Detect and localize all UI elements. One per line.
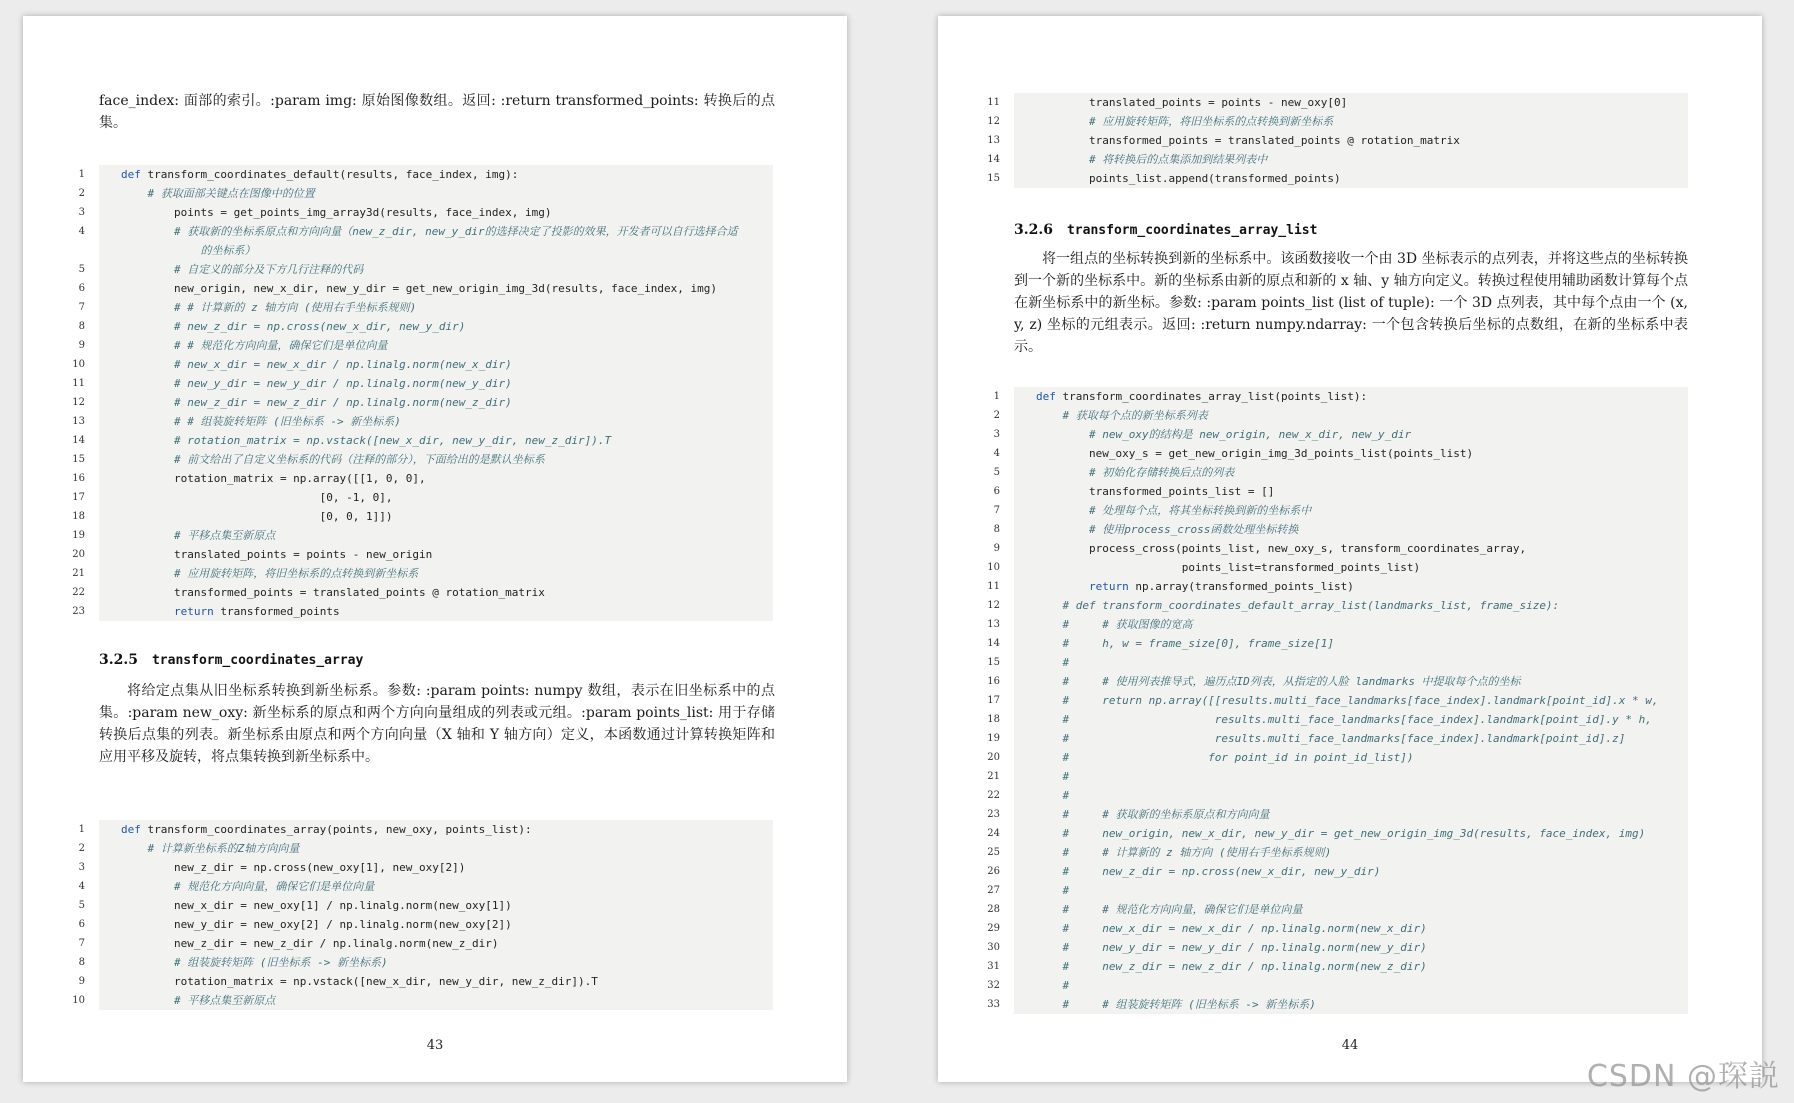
line-number: 4 — [993, 448, 1000, 459]
line-number: 2 — [78, 188, 85, 199]
code-text: return transformed_points — [173, 605, 340, 618]
code-line — [78, 298, 773, 317]
code-text: # 获取每个点的新坐标系列表 — [1036, 409, 1208, 422]
code-line — [987, 615, 1688, 634]
code-text: # new_oxy的结构是 new_origin, new_x_dir, new_y_dir — [1036, 428, 1412, 441]
code-line — [78, 934, 773, 953]
code-block — [72, 820, 773, 1010]
line-number: 8 — [78, 957, 85, 968]
code-line — [987, 957, 1688, 976]
line-number: 10 — [987, 562, 1000, 573]
code-text: [0, 0, 1]]) — [121, 510, 393, 523]
code-line — [72, 450, 773, 469]
line-number: 1 — [993, 391, 1000, 402]
code-line — [993, 387, 1688, 406]
section-heading — [1014, 222, 1317, 238]
code-line — [987, 824, 1688, 843]
line-number: 1 — [78, 169, 85, 180]
line-number: 11 — [987, 581, 1000, 592]
code-text: transformed_points_list = [] — [1036, 485, 1275, 498]
code-block — [987, 93, 1688, 188]
line-number: 12 — [72, 397, 85, 408]
code-line — [987, 843, 1688, 862]
code-line — [993, 425, 1688, 444]
line-number: 14 — [987, 154, 1000, 165]
code-line — [78, 336, 773, 355]
code-text: # 应用旋转矩阵，将旧坐标系的点转换到新坐标系 — [121, 567, 419, 580]
code-text: # # 计算新的 z 轴方向 (使用右手坐标系规则) — [121, 301, 417, 314]
line-number: 3 — [78, 862, 85, 873]
code-text: new_origin, new_x_dir, new_y_dir = get_new_origin_img_3d(results, face_index, img) — [121, 282, 718, 295]
line-number: 20 — [987, 752, 1000, 763]
code-text: # 获取新的坐标系原点和方向向量（new_z_dir, new_y_dir的选择决定了投影的效果，开发者可以自行选择合适 的坐标系） — [173, 225, 738, 257]
code-text: # 规范化方向向量，确保它们是单位向量 — [121, 880, 375, 893]
code-text: points_list.append(transformed_points) — [1036, 172, 1341, 185]
code-line — [987, 596, 1688, 615]
code-text: # results.multi_face_landmarks[face_index].landmark[point_id].z] — [1036, 732, 1626, 745]
code-line — [993, 482, 1688, 501]
code-line — [987, 786, 1688, 805]
line-number: 11 — [72, 378, 85, 389]
code-text: # new_y_dir = new_y_dir / np.linalg.norm(new_y_dir) — [121, 377, 512, 390]
code-text: # 处理每个点，将其坐标转换到新的坐标系中 — [1036, 504, 1312, 517]
keyword: def — [121, 168, 141, 181]
keyword: def — [1036, 390, 1056, 403]
code-line — [993, 539, 1688, 558]
line-number: 7 — [78, 938, 85, 949]
code-text: transformed_points = translated_points @ rotation_matrix — [121, 586, 545, 599]
code-line — [78, 972, 773, 991]
code-line — [78, 317, 773, 336]
line-number: 19 — [72, 530, 85, 541]
line-number: 14 — [987, 638, 1000, 649]
line-number: 12 — [987, 600, 1000, 611]
line-number: 8 — [78, 321, 85, 332]
code-line — [993, 463, 1688, 482]
line-number: 4 — [78, 881, 85, 892]
code-text: new_y_dir = new_oxy[2] / np.linalg.norm(new_oxy[2]) — [121, 918, 512, 931]
line-number: 15 — [987, 173, 1000, 184]
code-text: # — [1036, 789, 1070, 802]
line-number: 7 — [78, 302, 85, 313]
code-text: # 将转换后的点集添加到结果列表中 — [1036, 153, 1268, 166]
code-line — [993, 444, 1688, 463]
line-number: 2 — [993, 410, 1000, 421]
code-line — [987, 169, 1688, 188]
code-text: # 应用旋转矩阵，将旧坐标系的点转换到新坐标系 — [1036, 115, 1334, 128]
line-number: 15 — [72, 454, 85, 465]
line-number: 3 — [993, 429, 1000, 440]
code-text: # # 获取图像的宽高 — [1036, 618, 1193, 631]
line-number: 6 — [78, 919, 85, 930]
code-text: # h, w = frame_size[0], frame_size[1] — [1036, 637, 1335, 650]
line-number: 23 — [72, 606, 85, 617]
line-number: 33 — [987, 999, 1000, 1010]
section-title: transform_coordinates_array_list — [1066, 223, 1318, 238]
code-text: def transform_coordinates_array(points, new_oxy, points_list): — [121, 823, 532, 836]
code-line — [987, 710, 1688, 729]
code-line — [987, 805, 1688, 824]
line-number: 28 — [987, 904, 1000, 915]
line-number: 21 — [72, 568, 85, 579]
code-text: # # 计算新的 z 轴方向 (使用右手坐标系规则) — [1036, 846, 1332, 859]
line-number: 19 — [987, 733, 1000, 744]
code-line — [987, 995, 1688, 1014]
code-text: translated_points = points - new_oxy[0] — [1036, 96, 1348, 109]
code-text: # new_x_dir = new_x_dir / np.linalg.norm(new_x_dir) — [121, 358, 512, 371]
document-page — [23, 16, 847, 1082]
code-line — [78, 877, 773, 896]
code-line — [72, 469, 773, 488]
line-number: 3 — [78, 207, 85, 218]
code-line — [987, 938, 1688, 957]
line-number: 6 — [78, 283, 85, 294]
line-number: 21 — [987, 771, 1000, 782]
code-text: # # 组装旋转矩阵 (旧坐标系 -> 新坐标系) — [121, 415, 401, 428]
line-number: 17 — [987, 695, 1000, 706]
code-line — [78, 839, 773, 858]
code-text: # new_z_dir = np.cross(new_x_dir, new_y_dir) — [1036, 865, 1381, 878]
line-number: 29 — [987, 923, 1000, 934]
code-line — [72, 583, 773, 602]
line-number: 5 — [993, 467, 1000, 478]
code-text: def transform_coordinates_default(results, face_index, img): — [121, 168, 519, 181]
code-text: new_oxy_s = get_new_origin_img_3d_points_list(points_list) — [1036, 447, 1474, 460]
code-line — [72, 991, 773, 1010]
line-number: 27 — [987, 885, 1000, 896]
line-number: 13 — [987, 619, 1000, 630]
code-line — [987, 691, 1688, 710]
code-text: # return np.array([[results.multi_face_landmarks[face_index].landmark[point_id].x * w, — [1036, 694, 1659, 707]
code-line — [78, 915, 773, 934]
code-line — [987, 672, 1688, 691]
section-description: 将一组点的坐标转换到新的坐标系中。该函数接收一个由 3D 坐标表示的点列表，并将这些点的坐标转换到一个新的坐标系中。新的坐标系由新的原点和新的 x 轴、y 轴方向定义。转换过程使用辅助函数计算每个点在新坐标系中的新坐标。参数: :param points_list (list of tuple): 一个 3D 点列表，其中每个点由一个 (x, y, z) 坐标的元组表示。返回: :return numpy.ndarray: 一个包含转换后坐标的点数组，在新的坐标系中表示。 — [1014, 251, 1688, 355]
code-text: # 获取面部关键点在图像中的位置 — [121, 187, 315, 200]
code-line — [72, 564, 773, 583]
code-line — [987, 577, 1688, 596]
code-line — [987, 862, 1688, 881]
page-number: 43 — [426, 1038, 444, 1053]
code-line — [987, 976, 1688, 995]
code-text: # new_z_dir = new_z_dir / np.linalg.norm(new_z_dir) — [121, 396, 512, 409]
code-line — [987, 919, 1688, 938]
code-line — [72, 431, 773, 450]
line-number: 24 — [987, 828, 1000, 839]
code-text: process_cross(points_list, new_oxy_s, transform_coordinates_array, — [1036, 542, 1527, 555]
code-text: # new_z_dir = new_z_dir / np.linalg.norm(new_z_dir) — [1036, 960, 1427, 973]
code-line — [987, 150, 1688, 169]
watermark: CSDN @琛説 — [1586, 1059, 1780, 1094]
code-text: new_z_dir = new_z_dir / np.linalg.norm(new_z_dir) — [121, 937, 499, 950]
line-number: 14 — [72, 435, 85, 446]
code-text: points = get_points_img_array3d(results, face_index, img) — [121, 206, 552, 219]
code-text: # 平移点集至新原点 — [121, 994, 276, 1007]
section-heading — [99, 652, 363, 668]
line-number: 5 — [78, 900, 85, 911]
code-text: # new_origin, new_x_dir, new_y_dir = get_new_origin_img_3d(results, face_index, img) — [1036, 827, 1646, 840]
code-text: # rotation_matrix = np.vstack([new_x_dir, new_y_dir, new_z_dir]).T — [121, 434, 612, 447]
line-number: 6 — [993, 486, 1000, 497]
code-line — [72, 602, 773, 621]
line-number: 18 — [72, 511, 85, 522]
code-text: return np.array(transformed_points_list) — [1088, 580, 1354, 593]
code-line — [987, 881, 1688, 900]
line-number: 1 — [78, 824, 85, 835]
line-number: 16 — [987, 676, 1000, 687]
line-number: 30 — [987, 942, 1000, 953]
line-number: 4 — [78, 226, 85, 237]
code-line — [987, 767, 1688, 786]
code-text: # # 规范化方向向量，确保它们是单位向量 — [1036, 903, 1303, 916]
code-text: # # 使用列表推导式，遍历点ID列表，从指定的人脸 landmarks 中提取每个点的坐标 — [1036, 675, 1521, 688]
code-text: rotation_matrix = np.array([[1, 0, 0], — [121, 472, 426, 485]
code-text: # — [1036, 656, 1070, 669]
code-line — [78, 260, 773, 279]
line-number: 13 — [987, 135, 1000, 146]
code-line — [78, 820, 773, 839]
line-number: 10 — [72, 359, 85, 370]
line-number: 22 — [987, 790, 1000, 801]
line-number: 11 — [987, 97, 1000, 108]
code-text: # 组装旋转矩阵 (旧坐标系 -> 新坐标系) — [121, 956, 388, 969]
code-text: translated_points = points - new_origin — [121, 548, 433, 561]
line-number: 25 — [987, 847, 1000, 858]
code-line — [78, 953, 773, 972]
code-text: # 初始化存储转换后点的列表 — [1036, 466, 1235, 479]
line-number: 9 — [78, 976, 85, 987]
line-number: 7 — [993, 505, 1000, 516]
line-number: 17 — [72, 492, 85, 503]
keyword: return — [1088, 580, 1129, 593]
code-text: # — [1036, 979, 1070, 992]
code-line — [72, 526, 773, 545]
code-line — [72, 412, 773, 431]
code-text: # new_z_dir = np.cross(new_x_dir, new_y_dir) — [121, 320, 466, 333]
code-block — [987, 387, 1688, 1014]
code-text: # def transform_coordinates_default_array_list(landmarks_list, frame_size): — [1036, 599, 1560, 612]
code-line — [993, 520, 1688, 539]
line-number: 5 — [78, 264, 85, 275]
code-line — [78, 858, 773, 877]
line-number: 10 — [72, 995, 85, 1006]
code-text: # — [1036, 770, 1070, 783]
code-text: new_z_dir = np.cross(new_oxy[1], new_oxy[2]) — [121, 861, 466, 874]
code-text: # 前文给出了自定义坐标系的代码（注释的部分），下面给出的是默认坐标系 — [121, 453, 545, 466]
code-line — [72, 545, 773, 564]
intro-paragraph: face_index: 面部的索引。:param img: 原始图像数组。返回: :return transformed_points: 转换后的点集。 — [99, 93, 775, 131]
line-number: 31 — [987, 961, 1000, 972]
code-text: # 平移点集至新原点 — [121, 529, 276, 542]
code-line — [72, 507, 773, 526]
code-line — [987, 131, 1688, 150]
code-line — [72, 355, 773, 374]
code-line — [987, 112, 1688, 131]
code-text: # for point_id in point_id_list]) — [1036, 751, 1414, 764]
code-line — [78, 184, 773, 203]
code-text: new_x_dir = new_oxy[1] / np.linalg.norm(new_oxy[1]) — [121, 899, 512, 912]
line-number: 13 — [72, 416, 85, 427]
code-line — [987, 93, 1688, 112]
line-number: 32 — [987, 980, 1000, 991]
code-line — [78, 279, 773, 298]
code-text: # # 规范化方向向量，确保它们是单位向量 — [121, 339, 388, 352]
line-number: 23 — [987, 809, 1000, 820]
document-page — [938, 16, 1762, 1082]
code-line — [993, 406, 1688, 425]
code-text: transformed_points = translated_points @ rotation_matrix — [1036, 134, 1460, 147]
line-number: 16 — [72, 473, 85, 484]
code-text: # 使用process_cross函数处理坐标转换 — [1036, 523, 1299, 536]
code-line — [72, 374, 773, 393]
keyword: def — [121, 823, 141, 836]
code-line — [987, 653, 1688, 672]
section-description: 将给定点集从旧坐标系转换到新坐标系。参数: :param points: numpy 数组，表示在旧坐标系中的点集。:param new_oxy: 新坐标系的原点和两个方向向量组成的列表或元组。:param points_list: 用于存储转换后点集的列表。新坐标系由原点和两个方向向量（X 轴和 Y 轴方向）定义，本函数通过计算转换矩阵和应用平移及旋转，将点集转换到新坐标系中。 — [99, 683, 775, 765]
code-text: # new_y_dir = new_y_dir / np.linalg.norm(new_y_dir) — [1036, 941, 1427, 954]
code-line — [993, 501, 1688, 520]
code-line — [72, 393, 773, 412]
line-number: 12 — [987, 116, 1000, 127]
section-number: 3.2.6 — [1014, 222, 1053, 238]
code-block — [72, 165, 773, 621]
code-line — [987, 748, 1688, 767]
line-number: 22 — [72, 587, 85, 598]
line-number: 26 — [987, 866, 1000, 877]
keyword: return — [173, 605, 214, 618]
line-number: 9 — [993, 543, 1000, 554]
code-text: # 自定义的部分及下方几行注释的代码 — [121, 263, 364, 276]
code-text: # # 组装旋转矩阵 (旧坐标系 -> 新坐标系) — [1036, 998, 1316, 1011]
code-line — [987, 634, 1688, 653]
code-text: [0, -1, 0], — [121, 491, 393, 504]
code-line — [72, 488, 773, 507]
code-text: def transform_coordinates_array_list(points_list): — [1036, 390, 1368, 403]
code-line — [987, 900, 1688, 919]
line-number: 9 — [78, 340, 85, 351]
code-text: rotation_matrix = np.vstack([new_x_dir, new_y_dir, new_z_dir]).T — [121, 975, 598, 988]
section-title: transform_coordinates_array — [151, 653, 364, 668]
section-number: 3.2.5 — [99, 652, 138, 668]
code-text: # # 获取新的坐标系原点和方向向量 — [1036, 808, 1270, 821]
code-line — [987, 558, 1688, 577]
code-text: # 计算新坐标系的Z轴方向向量 — [121, 842, 300, 855]
code-text: # — [1036, 884, 1070, 897]
line-number: 2 — [78, 843, 85, 854]
code-line — [78, 222, 773, 260]
code-text: # new_x_dir = new_x_dir / np.linalg.norm(new_x_dir) — [1036, 922, 1427, 935]
code-text: # results.multi_face_landmarks[face_index].landmark[point_id].y * h, — [1036, 713, 1652, 726]
line-number: 15 — [987, 657, 1000, 668]
line-number: 8 — [993, 524, 1000, 535]
code-line — [987, 729, 1688, 748]
line-number: 18 — [987, 714, 1000, 725]
page-number: 44 — [1341, 1038, 1359, 1053]
code-line — [78, 203, 773, 222]
code-line — [78, 896, 773, 915]
code-text: points_list=transformed_points_list) — [1036, 561, 1421, 574]
code-line — [78, 165, 773, 184]
line-number: 20 — [72, 549, 85, 560]
